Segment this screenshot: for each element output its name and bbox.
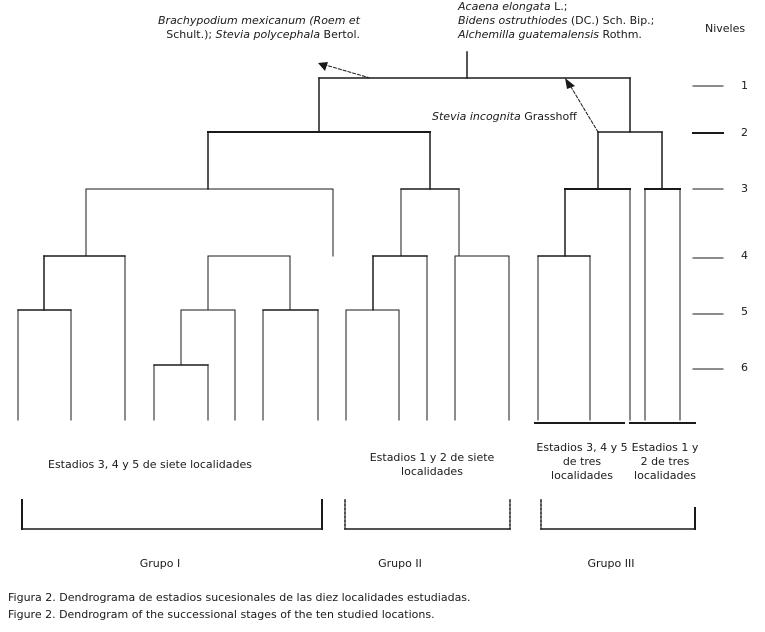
annotation-brachypodium: Brachypodium mexicanum (Roem et Schult.); Stevia polycephala Bertol. bbox=[158, 14, 360, 41]
cluster-label-2: Estadios 1 y 2 de siete localidades bbox=[369, 451, 495, 478]
level-label-1: 1 bbox=[741, 79, 748, 92]
annotation-acaena: Acaena elongata L.; Bidens ostruthiodes (DC.) Sch. Bip.; Alchemilla guatemalensis Rothm. bbox=[458, 0, 655, 41]
level-label-2: 2 bbox=[741, 126, 748, 139]
caption-es: Figura 2. Dendrograma de estadios sucesionales de las diez localidades estudiadas. bbox=[8, 591, 471, 604]
cluster-label-4: Estadios 1 y 2 de tres localidades bbox=[631, 441, 699, 482]
level-label-5: 5 bbox=[741, 305, 748, 318]
cluster-label-1: Estadios 3, 4 y 5 de siete localidades bbox=[48, 458, 252, 471]
group-label-1: Grupo I bbox=[139, 557, 181, 570]
arrow-left-annotation bbox=[322, 64, 370, 78]
level-label-6: 6 bbox=[741, 361, 748, 374]
levels-title: Niveles bbox=[705, 22, 746, 35]
group-label-2: Grupo II bbox=[378, 557, 422, 570]
bracket-grupo-3 bbox=[541, 500, 695, 529]
bracket-grupo-2 bbox=[345, 500, 510, 529]
level-label-4: 4 bbox=[741, 249, 748, 262]
group-label-3: Grupo III bbox=[587, 557, 635, 570]
arrow-right-annotation bbox=[568, 82, 598, 132]
bracket-grupo-1 bbox=[22, 500, 322, 529]
level-label-3: 3 bbox=[741, 182, 748, 195]
cluster-label-3: Estadios 3, 4 y 5 de tres localidades bbox=[536, 441, 628, 482]
caption-en: Figure 2. Dendrogram of the successional stages of the ten studied locations. bbox=[8, 608, 435, 621]
annotation-stevia-incognita: Stevia incognita Grasshoff bbox=[432, 110, 577, 123]
